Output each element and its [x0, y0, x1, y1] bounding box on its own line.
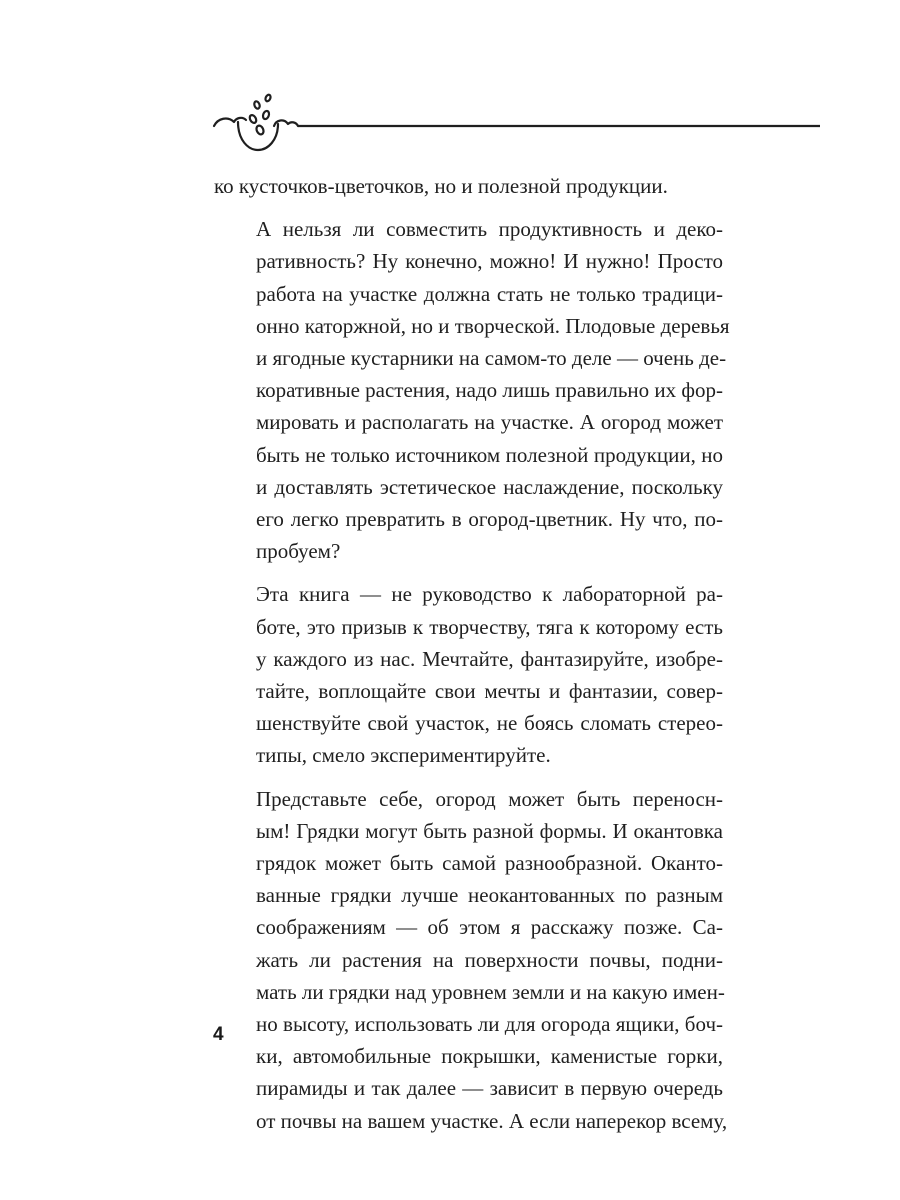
- text-line: онно каторжной, но и творческой. Плодовые деревья: [256, 313, 730, 338]
- header-ornament: [208, 88, 823, 160]
- text-line: ки, автомобильные покрышки, каменистые горки,: [256, 1044, 723, 1069]
- text-line: от почвы на вашем участке. А если наперекор всему,: [256, 1108, 728, 1133]
- text-line: но высоту, использовать ли для огорода ящики, боч-: [256, 1012, 723, 1037]
- page-header: [208, 88, 823, 160]
- text-line: пирамиды и так далее — зависит в первую очередь: [256, 1076, 723, 1101]
- text-line: боте, это призыв к творчеству, тяга к которому есть: [256, 614, 723, 639]
- text-line: шенствуйте свой участок, не боясь сломать стерео-: [256, 711, 723, 736]
- text-line: мать ли грядки над уровнем земли и на какую имен-: [256, 979, 725, 1004]
- paragraph-4: [214, 783, 728, 1137]
- text-line: работа на участке должна стать не только традици-: [256, 281, 723, 306]
- text-line: пробуем?: [256, 539, 341, 564]
- text-line: тайте, воплощайте свои мечты и фантазии, совер-: [256, 679, 723, 704]
- text-line: А нельзя ли совместить продуктивность и деко-: [256, 217, 723, 242]
- text-line: Представьте себе, огород может быть переносн-: [256, 786, 723, 811]
- text-line: типы, смело экспериментируйте.: [256, 743, 551, 768]
- text-line: у каждого из нас. Мечтайте, фантазируйте, изобре-: [256, 646, 723, 671]
- paragraph-1: [214, 170, 723, 202]
- page-number: 4: [213, 1024, 224, 1045]
- text-line: соображениям — об этом я расскажу позже. Са-: [256, 915, 723, 940]
- text-line: жать ли растения на поверхности почвы, подни-: [256, 947, 723, 972]
- sprout-icon: [214, 94, 298, 150]
- text-line: и доставлять эстетическое наслаждение, поскольку: [256, 474, 723, 499]
- text-line: быть не только источником полезной продукции, но: [256, 442, 723, 467]
- text-line: ым! Грядки могут быть разной формы. И окантовка: [256, 818, 723, 843]
- text-line: мировать и располагать на участке. А огород может: [256, 410, 723, 435]
- text-line: ко кусточков-цветочков, но и полезной продукции.: [214, 174, 668, 198]
- text-line: его легко превратить в огород-цветник. Ну что, по-: [256, 507, 723, 532]
- paragraph-3: [214, 578, 723, 771]
- body-text: [214, 170, 730, 1148]
- text-line: грядок может быть самой разнообразной. Оканто-: [256, 851, 723, 876]
- text-line: коративные растения, надо лишь правильно их фор-: [256, 378, 723, 403]
- text-line: ративность? Ну конечно, можно! И нужно! Просто: [256, 249, 723, 274]
- paragraph-2: [214, 213, 730, 567]
- text-line: ванные грядки лучше неокантованных по разным: [256, 883, 723, 908]
- text-line: Эта книга — не руководство к лабораторной ра-: [256, 582, 723, 607]
- text-line: и ягодные кустарники на самом-то деле — очень де-: [256, 346, 727, 371]
